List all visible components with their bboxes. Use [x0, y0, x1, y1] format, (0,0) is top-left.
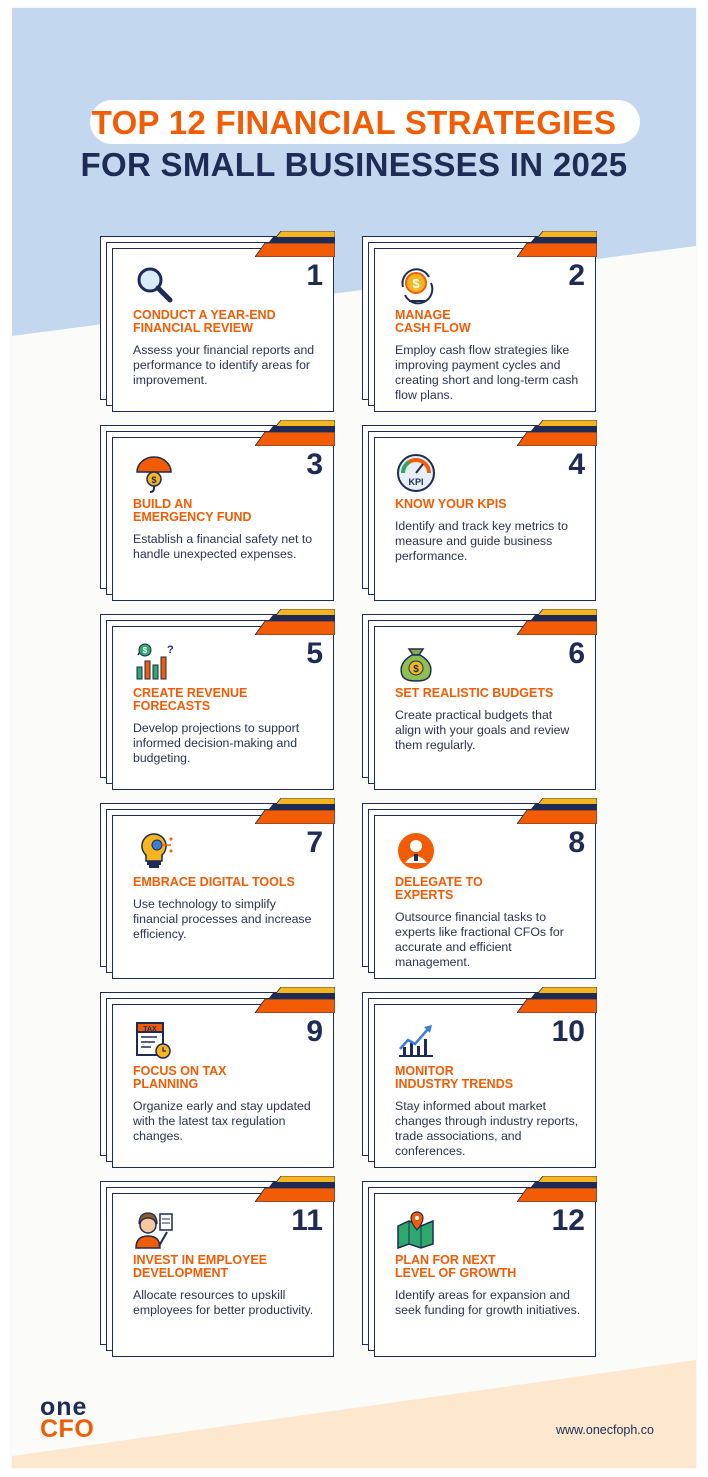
strategy-description: Establish a financial safety net to handle unexpected expenses.	[133, 532, 313, 561]
strategy-title	[395, 1065, 585, 1091]
forecast-chart-icon	[133, 641, 175, 683]
card-face	[112, 437, 334, 601]
strategy-title	[133, 498, 323, 524]
folder-tabs	[255, 1176, 335, 1202]
money-bag-icon	[395, 641, 437, 683]
card-face	[112, 815, 334, 979]
strategy-card	[112, 1193, 334, 1357]
strategy-card	[112, 248, 334, 412]
folder-tabs	[517, 798, 597, 824]
card-face	[374, 1004, 596, 1168]
strategy-title	[395, 1254, 585, 1280]
cash-cycle-icon	[395, 263, 437, 305]
strategy-title	[395, 309, 585, 335]
strategy-description: Identify areas for expansion and seek funding for growth initiatives.	[395, 1288, 581, 1317]
strategy-description: Organize early and stay updated with the latest tax regulation changes.	[133, 1099, 311, 1143]
svg-text:$: $	[142, 646, 148, 655]
strategy-title-line: MONITOR	[395, 1064, 454, 1078]
strategy-description: Allocate resources to upskill employees for better productivity.	[133, 1288, 314, 1317]
strategy-title-line: INVEST IN EMPLOYEE	[133, 1253, 268, 1267]
strategy-card	[374, 626, 596, 790]
logo-one-text: one	[40, 1393, 88, 1421]
strategy-card	[112, 1004, 334, 1168]
strategy-description: Identify and track key metrics to measure and guide business performance.	[395, 519, 568, 563]
strategy-title-line: PLAN FOR NEXT	[395, 1253, 496, 1267]
strategy-title-line: FINANCIAL REVIEW	[133, 321, 253, 335]
strategy-title	[133, 1254, 323, 1280]
folder-tabs	[255, 987, 335, 1013]
expert-person-icon	[395, 830, 437, 872]
strategy-title-line: DEVELOPMENT	[133, 1266, 229, 1280]
strategy-title-line: CONDUCT A YEAR-END	[133, 308, 276, 322]
strategy-number: 6	[568, 637, 585, 670]
strategy-title-line: PLANNING	[133, 1077, 199, 1091]
strategy-card	[374, 1193, 596, 1357]
magnifier-icon	[133, 263, 175, 305]
peach-footer-shape	[12, 1360, 696, 1468]
website-link[interactable]: www.onecfoph.co	[556, 1423, 654, 1437]
strategy-title	[133, 1065, 323, 1091]
strategy-number: 2	[568, 259, 585, 292]
strategy-title-line: MANAGE	[395, 308, 451, 322]
strategy-number: 10	[551, 1015, 585, 1048]
strategy-title	[133, 309, 323, 335]
employee-icon	[133, 1208, 175, 1250]
strategy-description: Stay informed about market changes through industry reports, trade associations, and conferences.	[395, 1099, 579, 1158]
card-face	[112, 626, 334, 790]
strategy-card	[112, 626, 334, 790]
strategy-title-line: DELEGATE TO	[395, 875, 483, 889]
digital-bulb-icon	[133, 830, 175, 872]
strategy-description: Create practical budgets that align with your goals and review them regularly.	[395, 708, 570, 752]
svg-text:?: ?	[167, 644, 174, 656]
strategy-description: Outsource financial tasks to experts like fractional CFOs for accurate and efficient management.	[395, 910, 564, 969]
strategy-title-line: FOCUS ON TAX	[133, 1064, 227, 1078]
strategy-card	[374, 248, 596, 412]
card-face	[112, 248, 334, 412]
folder-tabs	[517, 1176, 597, 1202]
strategy-card	[112, 815, 334, 979]
card-face	[374, 1193, 596, 1357]
folder-tabs	[255, 798, 335, 824]
strategy-number: 3	[306, 448, 323, 481]
card-face	[374, 437, 596, 601]
folder-tabs	[517, 231, 597, 257]
strategy-title-line: CREATE REVENUE	[133, 686, 248, 700]
strategy-description: Use technology to simplify financial processes and increase efficiency.	[133, 897, 312, 941]
strategy-title-line: EMERGENCY FUND	[133, 510, 252, 524]
strategy-number: 9	[306, 1015, 323, 1048]
strategy-number: 12	[551, 1204, 585, 1237]
strategy-number: 11	[291, 1204, 323, 1237]
card-face	[374, 626, 596, 790]
svg-text:KPI: KPI	[408, 477, 424, 487]
folder-tabs	[517, 609, 597, 635]
page-title-line-2: FOR SMALL BUSINESSES IN 2025	[80, 146, 628, 183]
folder-tabs	[255, 609, 335, 635]
strategy-number: 7	[306, 826, 323, 859]
strategy-title-line: LEVEL OF GROWTH	[395, 1266, 517, 1280]
strategy-card	[112, 437, 334, 601]
strategy-title	[395, 498, 585, 511]
strategy-title	[395, 687, 585, 700]
folder-tabs	[517, 987, 597, 1013]
svg-text:$: $	[413, 664, 419, 675]
folder-tabs	[517, 420, 597, 446]
strategy-description: Develop projections to support informed decision-making and budgeting.	[133, 721, 300, 765]
logo-cfo-text: CFO	[40, 1415, 95, 1443]
strategy-title-line: KNOW YOUR KPIS	[395, 497, 507, 511]
svg-text:TAX: TAX	[143, 1026, 157, 1033]
strategy-title-line: INDUSTRY TRENDS	[395, 1077, 514, 1091]
svg-text:$: $	[412, 276, 420, 291]
tax-document-icon	[133, 1019, 175, 1061]
strategy-title-line: SET REALISTIC BUDGETS	[395, 686, 554, 700]
strategy-title	[395, 876, 585, 902]
umbrella-coin-icon	[133, 452, 175, 494]
page-title-line-1: TOP 12 FINANCIAL STRATEGIES	[91, 104, 617, 141]
strategy-card	[374, 1004, 596, 1168]
strategy-number: 1	[306, 259, 323, 292]
strategy-number: 8	[568, 826, 585, 859]
infographic-frame	[12, 8, 696, 1468]
strategy-title-line: BUILD AN	[133, 497, 193, 511]
card-face	[374, 248, 596, 412]
strategy-title	[133, 687, 323, 713]
strategy-card	[374, 815, 596, 979]
strategy-title	[133, 876, 323, 889]
trend-arrow-icon	[395, 1019, 437, 1061]
card-face	[374, 815, 596, 979]
strategy-number: 5	[306, 637, 323, 670]
card-face	[112, 1193, 334, 1357]
strategy-card	[374, 437, 596, 601]
strategy-title-line: CASH FLOW	[395, 321, 471, 335]
kpi-gauge-icon	[395, 452, 437, 494]
strategy-description: Assess your financial reports and performance to identify areas for improvement.	[133, 343, 315, 387]
folder-tabs	[255, 420, 335, 446]
strategy-title-line: EMBRACE DIGITAL TOOLS	[133, 875, 295, 889]
strategy-number: 4	[568, 448, 585, 481]
strategy-description: Employ cash flow strategies like improving payment cycles and creating short and long-term cash flow plans.	[395, 343, 579, 402]
strategy-title-line: EXPERTS	[395, 888, 454, 902]
strategy-title-line: FORECASTS	[133, 699, 211, 713]
svg-text:$: $	[151, 475, 157, 485]
card-face	[112, 1004, 334, 1168]
map-pin-icon	[395, 1208, 437, 1250]
folder-tabs	[255, 231, 335, 257]
onecfo-logo	[40, 1393, 95, 1443]
